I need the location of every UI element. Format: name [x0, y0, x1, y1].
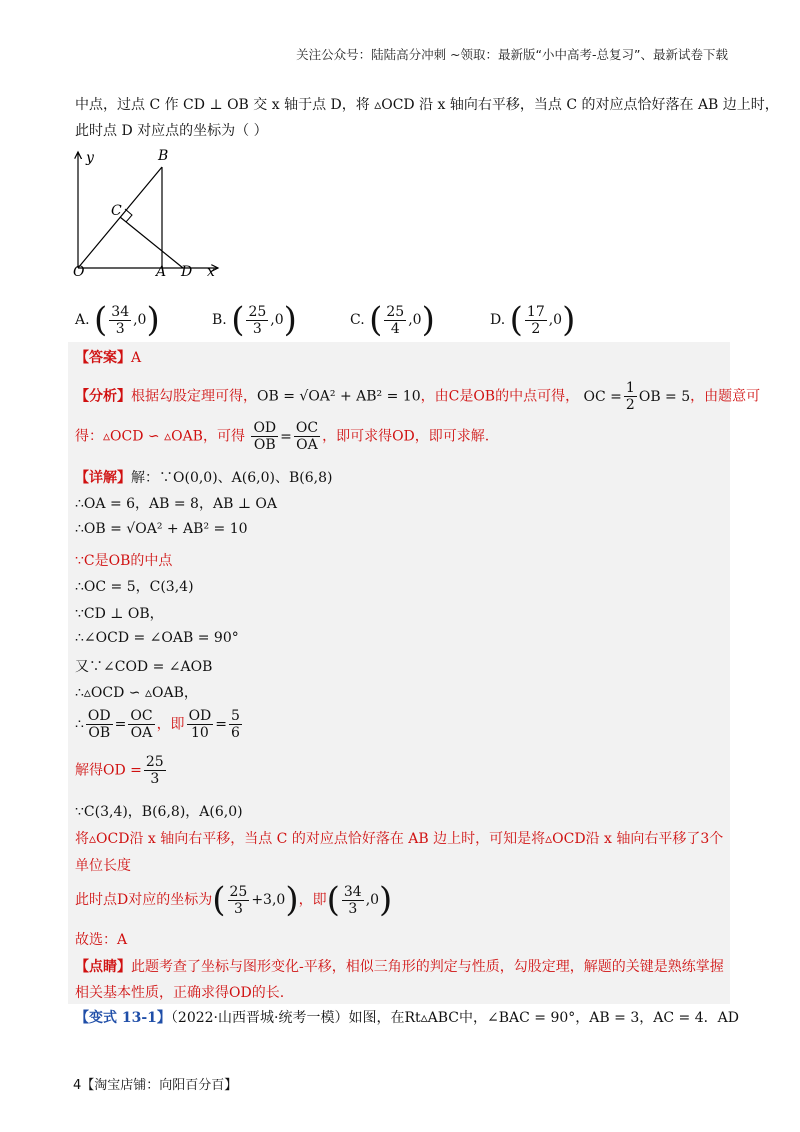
detail-line-5: ∴OC = 5，C(3,4) — [75, 579, 194, 595]
label-x: x — [207, 264, 215, 280]
detail-line-15: 此时点D对应的坐标为( $\frac{25}{3}$ +3,0)，即( $\frac{34}{3}$ ,0) — [75, 880, 393, 920]
label-o: O — [73, 264, 85, 280]
comment-line-1: 【点睛】此题考查了坐标与图形变化-平移，相似三角形的判定与性质，勾股定理，解题的关键是熟练掌握 — [75, 959, 724, 975]
detail-line-11: 解得OD = $\frac{25}{3}$ — [75, 754, 164, 787]
detail-line-4: ∵C是OB的中点 — [75, 553, 173, 569]
label-a: A — [156, 264, 167, 280]
detail-line-13: 将▵OCD沿 x 轴向右平移，当点 C 的对应点恰好落在 AB 边上时，可知是将▵OCD沿 x 轴向右平移了3个 — [75, 831, 724, 847]
detail-line-9: ∴▵OCD ∽ ▵OAB， — [75, 685, 198, 701]
detail-line-14: 单位长度 — [75, 858, 131, 874]
analysis-line-1: 【分析】根据勾股定理可得，OB = √OA² + AB² = 10，由C是OB的中点可得， OC = $\frac{1}{2}$ OB = 5，由题意可 — [75, 380, 761, 413]
detail-line-3: ∴OB = √OA² + AB² = 10 — [75, 521, 248, 537]
detail-line-16: 故选：A — [75, 932, 128, 948]
page-footer: 4【淘宝店铺：向阳百分百】 — [73, 1078, 238, 1093]
detail-line-12: ∵C(3,4)，B(6,8)，A(6,0) — [75, 804, 243, 820]
variant-line: 【变式 13-1】（2022·山西晋城·统考一模）如图，在Rt▵ABC中，∠BAC = 90°，AB = 3，AC = 4．AD — [75, 1010, 739, 1026]
question-line-2: 此时点 D 对应点的坐标为（ ） — [75, 123, 268, 139]
label-y: y — [86, 150, 94, 166]
question-line-1: 中点，过点 C 作 CD ⊥ OB 交 x 轴于点 D，将 ▵OCD 沿 x 轴向右平移，当点 C 的对应点恰好落在 AB 边上时， — [75, 97, 779, 113]
label-b: B — [158, 148, 169, 164]
option-b: B. ( $\frac{25}{3}$ ,0) — [212, 300, 297, 340]
detail-line-10: ∴ $\frac{OD}{OB}$ = $\frac{OC}{OA}$ ，即 $\frac{OD}{10}$ = $\frac{5}{6}$ — [75, 708, 240, 741]
comment-line-2: 相关基本性质，正确求得OD的长. — [75, 985, 285, 1001]
detail-line-8: 又∵∠COD = ∠AOB — [75, 659, 213, 675]
option-d: D. ( $\frac{17}{2}$ ,0) — [490, 300, 576, 340]
option-a: A. ( $\frac{34}{3}$ ,0) — [75, 300, 160, 340]
detail-line-1: 【详解】解：∵O(0,0)、A(6,0)、B(6,8) — [75, 470, 333, 486]
label-d: D — [181, 264, 193, 280]
option-c: C. ( $\frac{25}{4}$ ,0) — [350, 300, 435, 340]
analysis-line-2: 得：▵OCD ∽ ▵OAB，可得 $\frac{OD}{OB}$ = $\frac{OC}{OA}$ ，即可求得OD，即可求解. — [75, 420, 490, 453]
segment-cd — [120, 217, 183, 268]
label-c: C — [111, 203, 122, 219]
page-header: 关注公众号：陆陆高分冲刺 ~领取：最新版“小中高考-总复习”、最新试卷下载 — [296, 47, 728, 62]
geometry-figure — [70, 145, 230, 285]
detail-line-6: ∵CD ⊥ OB， — [75, 606, 164, 622]
detail-line-2: ∴OA = 6，AB = 8，AB ⊥ OA — [75, 496, 278, 512]
answer-line: 【答案】A — [75, 350, 142, 366]
detail-line-7: ∴∠OCD = ∠OAB = 90° — [75, 630, 239, 646]
